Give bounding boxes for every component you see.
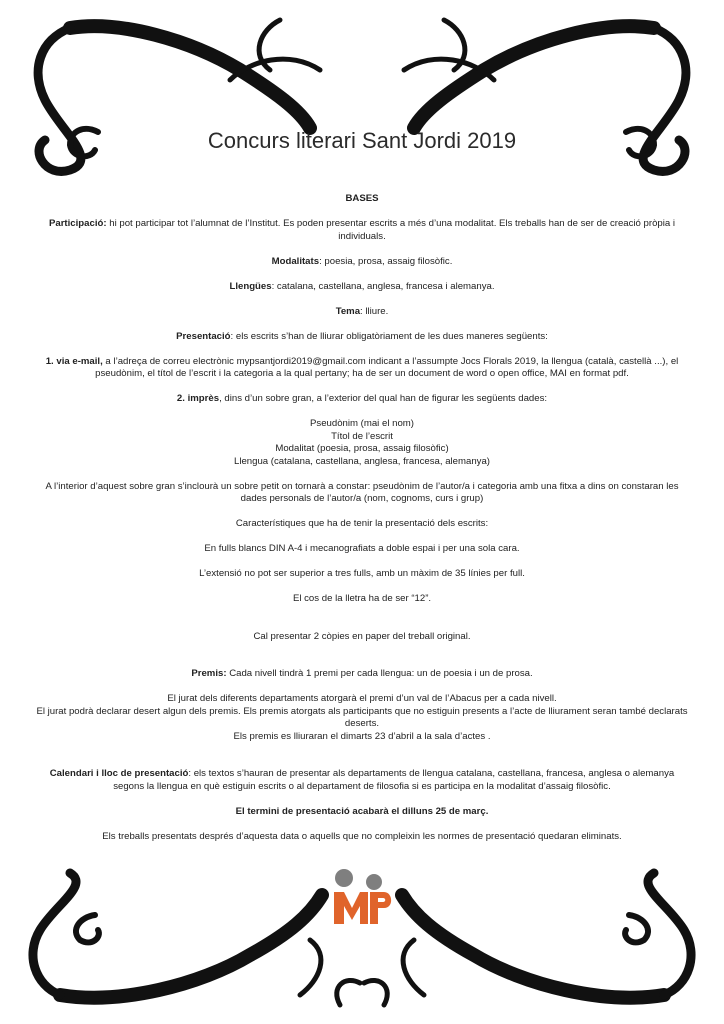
dades-list bbox=[36, 418, 688, 468]
modalitats-paragraph: Modalitats: poesia, prosa, assaig filosòfic. bbox=[271, 255, 453, 267]
participacio-paragraph: Participació: hi pot participar tot l’alumnat de l’Institut. Es poden presentar escrits a més d’una modalitat. Els treballs han de ser de creació pròpia i individuals. bbox=[48, 218, 676, 242]
caracteristiques-paragraph: Característiques que ha de tenir la presentació dels escrits: bbox=[235, 518, 489, 529]
page-title: Concurs literari Sant Jordi 2019 bbox=[207, 128, 517, 153]
participacio-label: Participació: bbox=[48, 218, 107, 229]
jurat-line: El jurat dels diferents departaments atorgarà el premi d’un val de l’Abacus per a cada nivell. bbox=[167, 693, 557, 704]
list-item: Llengua (catalana, castellana, anglesa, francesa, alemanya) bbox=[234, 455, 490, 467]
calendari-paragraph: Calendari i lloc de presentació: els textos s’hauran de presentar als departaments de llengua catalana, castellana, francesa, anglesa o alemanya segons la llengua en què estiguin escrits o al departament de filosofia si es participa en la modalitat d’assaig filosòfic. bbox=[49, 768, 675, 792]
jurat-line: El jurat podrà declarar desert algun dels premis. Els premis atorgats als participants que no estiguin presents a l’acte de lliurament seran també declarats deserts. bbox=[36, 705, 688, 729]
list-item: Títol de l’escrit bbox=[331, 430, 393, 442]
via-email-paragraph: 1. via e-mail, a l’adreça de correu electrònic mypsantjordi2019@gmail.com indicant a l’assumpte Jocs Florals 2019, la llengua (català, castellà ...), el pseudònim, el títol de l’escrit i la categoria a la qual pertany; ha de ser un document de word o open office, MAI en format pdf. bbox=[45, 355, 679, 379]
top-ornament-icon bbox=[0, 0, 724, 200]
fulls-paragraph: En fulls blancs DIN A-4 i mecanografiats a doble espai i per una sola cara. bbox=[204, 543, 520, 554]
list-item: Modalitat (poesia, prosa, assaig filosòfic) bbox=[275, 443, 449, 454]
presentacio-paragraph: Presentació: els escrits s’han de lliurar obligatòriament de les dues maneres següents: bbox=[176, 330, 548, 342]
tema-paragraph: Tema: lliure. bbox=[335, 305, 389, 317]
llengues-paragraph: Llengües: catalana, castellana, anglesa, francesa i alemanya. bbox=[229, 280, 495, 292]
copies-paragraph: Cal presentar 2 còpies en paper del treball original. bbox=[253, 630, 471, 642]
eliminats-paragraph: Els treballs presentats després d’aquesta data o aquells que no compleixin les normes de presentació quedaran eliminats. bbox=[102, 830, 622, 842]
interior-paragraph: A l’interior d’aquest sobre gran s’inclourà un sobre petit on tornarà a constar: pseudònim de l’autor/a i categoria amb una fitxa a dins on constaran les dades personals de l’autor/a (nom, cognoms, curs i grup) bbox=[45, 480, 679, 504]
termini-paragraph: El termini de presentació acabarà el dilluns 25 de març. bbox=[235, 805, 489, 817]
mp-logo-icon bbox=[330, 868, 396, 926]
extensio-paragraph: L’extensió no pot ser superior a tres fulls, amb un màxim de 35 línies per full. bbox=[199, 568, 525, 579]
list-item: Pseudònim (mai el nom) bbox=[310, 418, 414, 429]
cos-paragraph: El cos de la lletra ha de ser “12”. bbox=[292, 593, 432, 604]
premis-paragraph: Premis: Cada nivell tindrà 1 premi per cada llengua: un de poesia i un de prosa. bbox=[191, 668, 533, 679]
document-body bbox=[36, 193, 688, 843]
jurat-line: Els premis es lliuraran el dimarts 23 d’abril a la sala d’actes . bbox=[233, 730, 491, 742]
impres-paragraph: 2. imprès, dins d’un sobre gran, a l’exterior del qual han de figurar les següents dades: bbox=[176, 393, 548, 404]
jurat-block bbox=[36, 693, 688, 743]
bases-heading: BASES bbox=[345, 193, 379, 204]
